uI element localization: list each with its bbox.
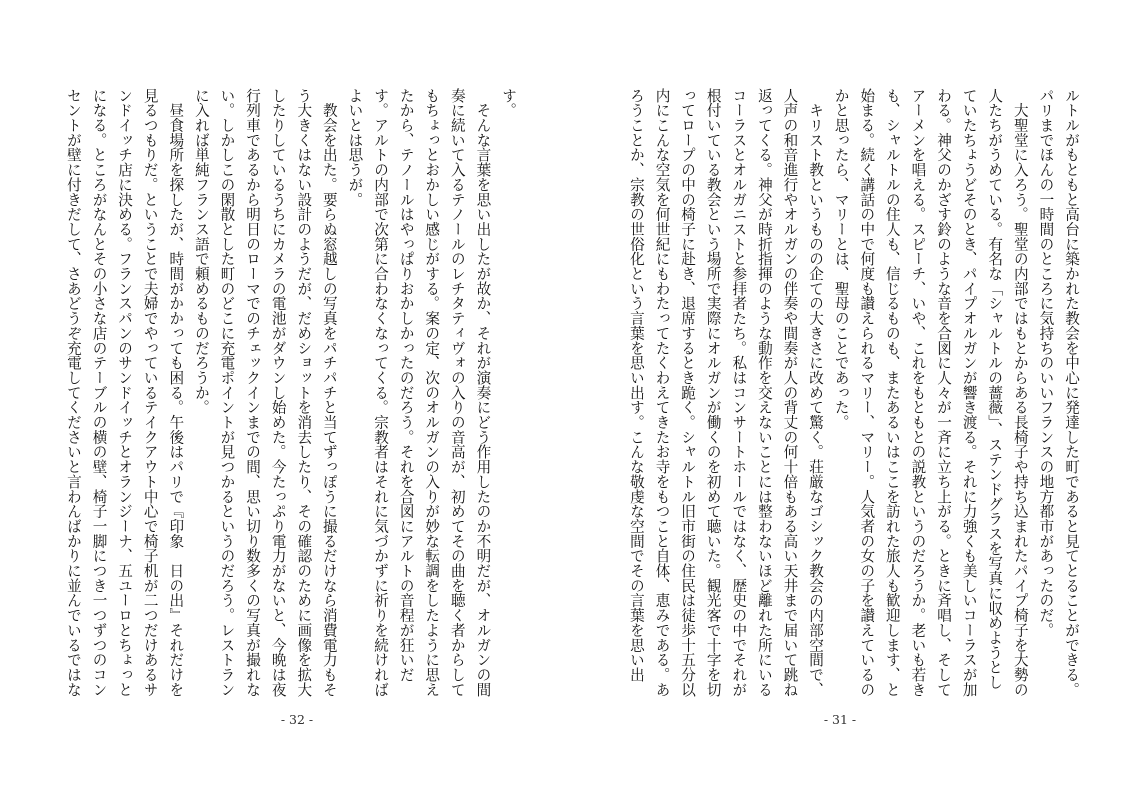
right-page-body xyxy=(614,88,1084,700)
right-page xyxy=(562,0,1123,794)
paragraph: す。 xyxy=(500,88,517,118)
left-page xyxy=(0,0,561,794)
paragraph: 教会を出た。要らぬ窓越しの写真をパチパチと当てずっぽうに撮るだけなら消費電力もそう大きくはない設計のようだが、だめショットを消去したり、その確認のために画像を拡大したりしているうちにカメラの電池がダウンし始めた。今たっぷり電力がないと、今晩は夜行列車であるから明日のローマでのチェックインまでの間、思い切り数多くの写真が撮れない。しかしこの閑散とした町のどこに充電ポイントが見つかるというのだろう。レストランに入れば単純フランス語で頼めるものだろうか。 xyxy=(192,88,338,697)
paragraph: そんな言葉を思い出したが故か、それが演奏にどう作用したのか不明だが、オルガンの間奏に続いて入るテノールのレチタティヴォの入りの音高が、初めてその曲を聴く者からしてもちょっとおかしい感じがする。案の定、次のオルガンの入りが妙な転調をしたように思えたから、テノールはやっぱりおかしかったのだろう。それを合図にアルトの音程が狂いだす。アルトの内部で次第に合わなくなってくる。宗教者はそれに気づかずに祈りを続ければよいとは思うが。 xyxy=(346,88,492,697)
paragraph: キリスト教というものの企ての大きさに改めて驚く。荘厳なゴシック教会の内部空間で、人声の和音進行やオルガンの伴奏や間奏が人の背丈の何十倍もある高い天井まで届いて跳ね返ってくる。神父が時折指揮のような動作を交えないことには整わないほど離れた所にいるコーラスとオルガニストと参拝者たち。私はコンサートホールではなく、歴史の中でそれが根付いている教会という場所で実際にオルガンが働くのを初めて聴いた。観光客で十字を切ってロープの中の椅子に赴き、退席するとき跪く。シャルトル旧市街の住民は徒歩十五分以内にこんな空気を何世紀にもわたってたくわえてきたお寺をもつこと自体、恵みである。あろうことか、宗教の世俗化という言葉を思い出す。こんな敬虔な空間でその言葉を思い出 xyxy=(627,88,825,697)
paragraph: ルトルがもともと高台に築かれた教会を中心に発達した町であると見てとることができる。パリまでほんの一時間のところに気持ちのいいフランスの地方都市があったのだ。 xyxy=(1037,88,1080,697)
page-number-left: - 32 - xyxy=(280,712,314,727)
paragraph: 昼食場所を探したが、時間がかかっても困る。午後はパリで『印象 日の出』それだけを見るつもりだ。ということで夫婦でやっているテイクアウト中心で椅子机が二つだけあるサンドイッチ店に決める。フランスパンのサンドイッチとオランジーナ、五ユーロとちょっとになる。ところがなんとその小さな店のテーブルの横の壁、椅子一脚につき一つずつのコンセントが壁に付きだして、さあどうぞ充電してくださいと言わんばかりに並んでいるではな xyxy=(64,88,185,697)
left-page-body xyxy=(64,88,521,700)
page-number-right: - 31 - xyxy=(823,712,857,727)
paragraph: 大聖堂に入ろう。聖堂の内部ではもとからある長椅子や持ち込まれたパイプ椅子を大勢の人たちがうめている。有名な「シャルトルの薔薇」、ステンドグラスを写真に収めようとしていたちょうどそのとき、パイプオルガンが響き渡る。それに力強くも美しいコーラスが加わる。神父のかざす鈴のような音を合図に人々が一斉に立ち上がる。ときに斉唱し、そしてアーメンを唱える。スピーチ、いや、これをもともとの説教というのだろうか。老いも若きも、シャルトルの住人も、信じるものも、またあるいはここを訪れた旅人も歓迎します、と始まる。続く講話の中で何度も讃えられるマリー、マリー。人気者の女の子を讃えているのかと思ったら、マリーとは、聖母のことであった。 xyxy=(832,88,1029,697)
